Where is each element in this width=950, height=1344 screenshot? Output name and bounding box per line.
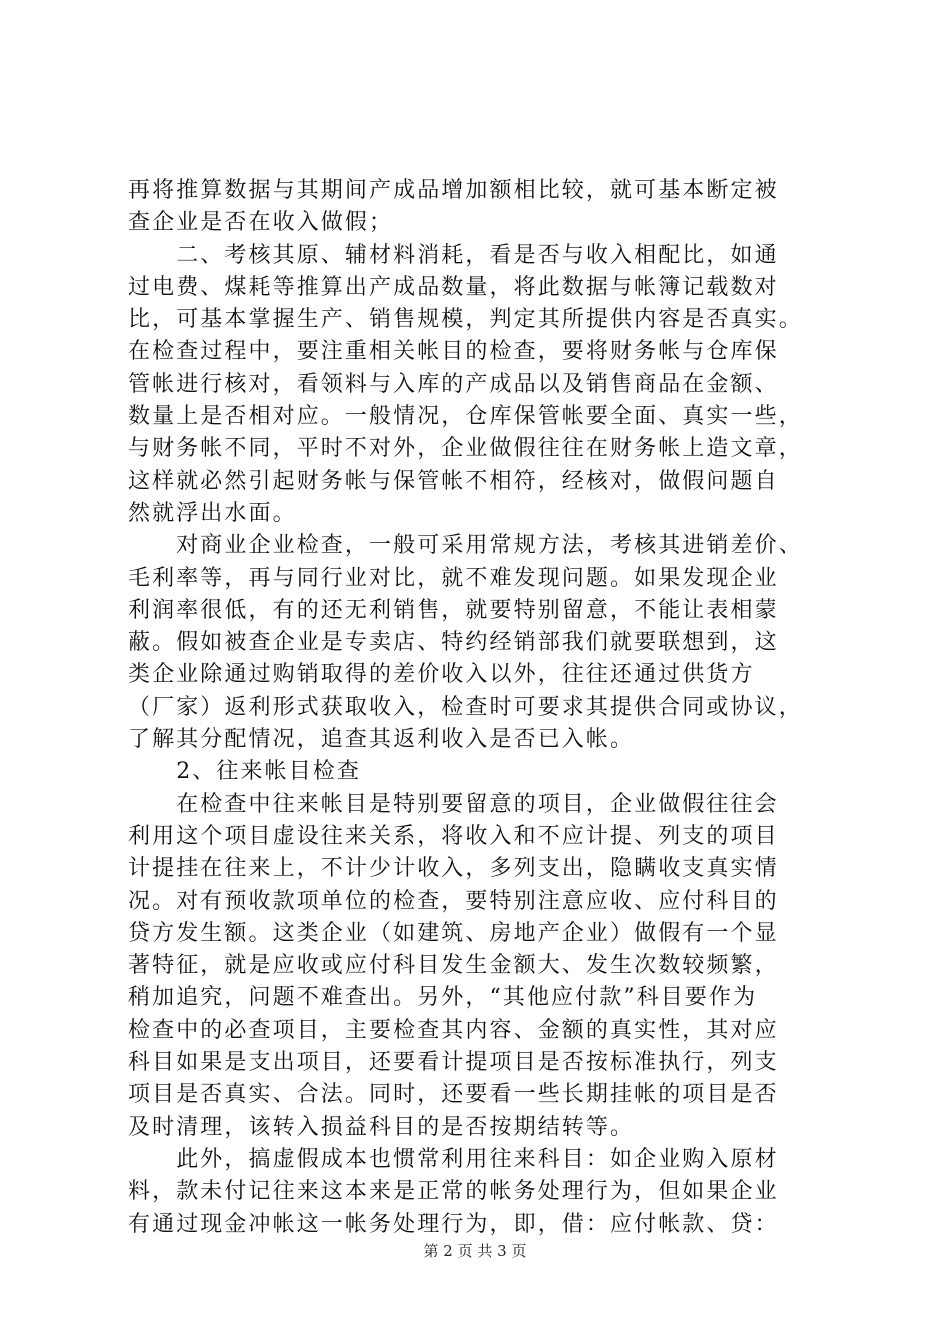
text-line: 了解其分配情况，追查其返利收入是否已入帐。 bbox=[128, 727, 635, 753]
body-text bbox=[128, 175, 840, 1241]
text-line: 对商业企业检查，一般可采用常规方法，考核其进销差价、 bbox=[128, 533, 803, 559]
text-line: 及时清理，该转入损益科目的是否按期结转等。 bbox=[128, 1114, 635, 1140]
text-line: 检查中的必查项目，主要检查其内容、金额的真实性，其对应 bbox=[128, 1017, 779, 1043]
page-footer: 第 2 页 共 3 页 bbox=[423, 1242, 527, 1260]
text-line: 这样就必然引起财务帐与保管帐不相符，经核对，做假问题自 bbox=[128, 468, 779, 494]
text-line: 科目如果是支出项目，还要看计提项目是否按标准执行，列支 bbox=[128, 1050, 779, 1076]
text-line: 然就浮出水面。 bbox=[128, 500, 297, 526]
text-line: 毛利率等，再与同行业对比，就不难发现问题。如果发现企业 bbox=[128, 565, 779, 591]
text-line: 在检查过程中，要注重相关帐目的检查，要将财务帐与仓库保 bbox=[128, 339, 779, 365]
text-line: 况。对有预收款项单位的检查，要特别注意应收、应付科目的 bbox=[128, 888, 779, 914]
text-line: 与财务帐不同，平时不对外，企业做假往往在财务帐上造文章， bbox=[128, 436, 803, 462]
text-line: 在检查中往来帐目是特别要留意的项目，企业做假往往会 bbox=[128, 791, 779, 817]
text-line: （厂家）返利形式获取收入，检查时可要求其提供合同或协议， bbox=[128, 694, 803, 720]
text-line: 查企业是否在收入做假； bbox=[128, 210, 394, 236]
text-line: 管帐进行核对，看领料与入库的产成品以及销售商品在金额、 bbox=[128, 371, 779, 397]
text-line: 计提挂在往来上，不计少计收入，多列支出，隐瞒收支真实情 bbox=[128, 856, 779, 882]
text-line: 著特征，就是应收或应付科目发生金额大、发生次数较频繁， bbox=[128, 953, 779, 979]
text-line: 有通过现金冲帐这一帐务处理行为，即，借：应付帐款、贷： bbox=[128, 1211, 779, 1237]
text-line: 类企业除通过购销取得的差价收入以外，往往还通过供货方 bbox=[128, 662, 755, 688]
text-line: 项目是否真实、合法。同时，还要看一些长期挂帐的项目是否 bbox=[128, 1082, 779, 1108]
text-line: 利用这个项目虚设往来关系，将收入和不应计提、列支的项目 bbox=[128, 823, 779, 849]
text-line: 此外，搞虚假成本也惯常利用往来科目：如企业购入原材 bbox=[128, 1146, 779, 1172]
text-line: 比，可基本掌握生产、销售规模，判定其所提供内容是否真实。 bbox=[128, 307, 803, 333]
text-line: 蔽。假如被查企业是专卖店、特约经销部我们就要联想到，这 bbox=[128, 630, 779, 656]
text-line: 再将推算数据与其期间产成品增加额相比较，就可基本断定被 bbox=[128, 178, 779, 203]
text-line: 料，款未付记往来这本来是正常的帐务处理行为，但如果企业 bbox=[128, 1179, 779, 1205]
text-line: 数量上是否相对应。一般情况，仓库保管帐要全面、真实一些， bbox=[128, 404, 803, 430]
text-line: 2、往来帐目检查 bbox=[128, 759, 361, 785]
text-line: 贷方发生额。这类企业（如建筑、房地产企业）做假有一个显 bbox=[128, 920, 779, 946]
text-line: 过电费、煤耗等推算出产成品数量，将此数据与帐簿记载数对 bbox=[128, 274, 779, 300]
text-line: 二、考核其原、辅材料消耗，看是否与收入相配比，如通 bbox=[128, 242, 779, 268]
text-line: 利润率很低，有的还无利销售，就要特别留意，不能让表相蒙 bbox=[128, 597, 779, 623]
text-line: 稍加追究，问题不难查出。另外，“其他应付款”科目要作为 bbox=[128, 985, 758, 1011]
